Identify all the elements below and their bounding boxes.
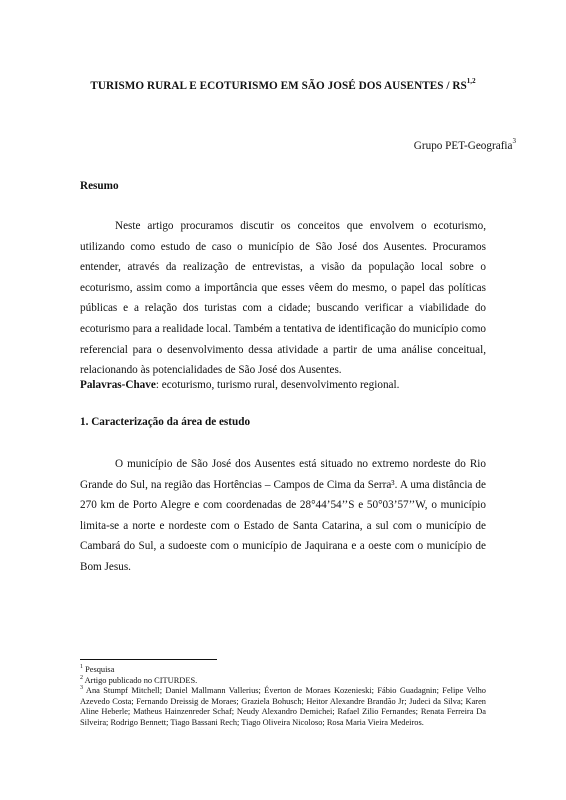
paper-title-text: TURISMO RURAL E ECOTURISMO EM SÃO JOSÉ DOS AUSENTES / RS xyxy=(90,80,467,92)
footnote-text: Artigo publicado no CITURDES. xyxy=(83,675,198,685)
section-heading: 1. Caracterização da área de estudo xyxy=(80,416,251,428)
author-name: Grupo PET-Geografia xyxy=(413,140,513,152)
author-line xyxy=(413,137,516,152)
abstract-paragraph: Neste artigo procuramos discutir os conceitos que envolvem o ecoturismo, utilizando como estudo de caso o município de São José dos Ausentes. Procuramos entender, através da realização de entrevistas, a visão da população local sobre o ecoturismo, assim como a importância que esses vêem do mesmo, o papel das políticas públicas e a relação dos turistas com a cidade; buscando verificar a viabilidade do ecoturismo para a realidade local. Também a tentativa de identificação do município como referencial para o desenvolvimento dessa atividade a partir de uma análise conceitual, relacionando às potencialidades de São José dos Ausentes. xyxy=(80,220,486,377)
author-footnote-marker: 3 xyxy=(512,137,516,145)
footnotes xyxy=(80,665,486,728)
footnote-number: 3 xyxy=(80,685,83,691)
abstract-heading: Resumo xyxy=(80,180,119,192)
footnote-number: 2 xyxy=(80,674,83,681)
section-paragraph: O município de São José dos Ausentes está situado no extremo nordeste do Rio Grande do Sul, na região das Hortências – Campos de Cima da Serra³. A uma distância de 270 km de Porto Alegre e com coordenadas de 28°44’54’’S e 50°03’57’’W, o município limita-se a norte e nordeste com o Estado de Santa Catarina, a sul com o município de Cambará do Sul, a sudoeste com o município de Jaquirana e a oeste com o município de Bom Jesus. xyxy=(80,458,486,573)
paper-title xyxy=(0,77,566,92)
footnote-number: 1 xyxy=(80,664,83,670)
footnote-3 xyxy=(80,686,486,728)
footnote-text: Pesquisa xyxy=(83,665,115,674)
footnote-2 xyxy=(80,676,486,687)
footnote-1 xyxy=(80,665,486,676)
title-footnote-marker: 1,2 xyxy=(466,77,476,85)
keywords-line xyxy=(80,377,486,393)
keywords-label: Palavras-Chave xyxy=(80,379,156,391)
keywords-text: : ecoturismo, turismo rural, desenvolvimento regional. xyxy=(155,379,400,391)
footnote-text: Ana Stumpf Mitchell; Daniel Mallmann Vallerius; Éverton de Moraes Kozenieski; Fábio Guadagnin; Felipe Velho Azevedo Costa; Fernando Dreissig de Moraes; Graziela Bohusch; Heitor Alexandre Brandão Jr; Judeci da Silva; Karen Aline Heberle; Matheus Hainzenreder Schaf; Neudy Alexandro Demichei; Rafael Zilio Fernandes; Renata Ferreira Da Silveira; Rodrigo Bennett; Tiago Bassani Rech; Tiago Oliveira Nicoloso; Rosa Maria Vieira Medeiros. xyxy=(80,686,486,727)
footnote-separator xyxy=(80,659,217,660)
